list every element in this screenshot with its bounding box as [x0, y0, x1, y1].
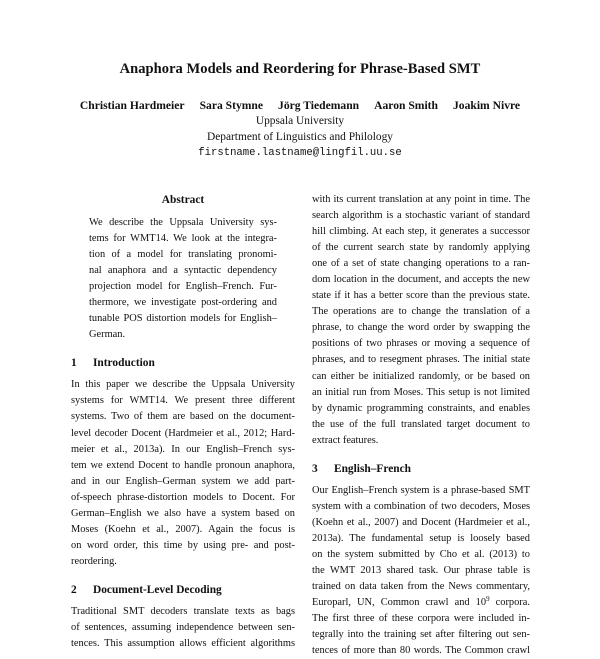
section-heading-english-french: [312, 461, 530, 477]
text-line: one of a set of state changing operations to a ran-: [312, 258, 530, 270]
text-line: German.: [89, 329, 126, 341]
text-line: extract features.: [312, 434, 379, 446]
text-line: on word order, this time by using pre- and post-: [71, 539, 295, 551]
text-line: (Koehn et al., 2007) and Docent (Hardmeier et al.,: [312, 516, 530, 528]
text-line: The operations are to change the translation of a: [312, 306, 530, 318]
text-line: phrase, to change the word order by swapping the: [312, 322, 530, 334]
text-line: can either be initialized randomly, or be based on: [312, 370, 530, 382]
text-line: positions of two phrases or moving a sequence of: [312, 338, 530, 350]
author-name: Aaron Smith: [374, 99, 438, 112]
section-heading-introduction: [71, 355, 295, 371]
text-line: and in our English–German system we add part-: [71, 475, 295, 487]
text-line: Moses (Koehn et al., 2007). Again the focus is: [71, 523, 295, 535]
text-line-with-superscript: [312, 595, 530, 611]
text-line: the use of the full translated target document to: [312, 418, 530, 430]
text-line: tem we extend Docent to handle pronoun anaphora,: [71, 459, 295, 471]
author-name: Jörg Tiedemann: [278, 99, 360, 112]
text-line: tegrally into the training set after filtering out sen-: [312, 629, 530, 641]
author-list: [0, 99, 600, 112]
text-line: trained on data taken from the News commentary,: [312, 581, 530, 593]
affiliation-university: Uppsala University: [255, 115, 345, 127]
document-level-decoding-continued: [312, 192, 530, 449]
text-line: reordering.: [71, 555, 117, 567]
text-line: 2013a). The fundamental setup is loosely based: [312, 532, 530, 544]
text-line: German–English we also have a system based on: [71, 507, 295, 519]
text-line: tunable POS distortion models for English–: [89, 313, 277, 325]
text-fragment: corpora.: [489, 597, 530, 609]
text-line: of the current search state by randomly applying: [312, 242, 530, 254]
text-fragment: Europarl, UN, Common crawl and 10: [312, 597, 487, 609]
english-french-body: [312, 483, 530, 659]
text-line: In this paper we describe the Uppsala University: [71, 379, 295, 391]
left-column: [71, 192, 295, 652]
text-line: by dynamic programming constraints, and enables: [312, 402, 530, 414]
text-line: thermore, we investigate post-ordering and: [89, 297, 277, 309]
author-name: Christian Hardmeier: [79, 99, 185, 112]
text-line: Traditional SMT decoders translate texts as bags: [71, 605, 295, 617]
section-title: English–French: [334, 462, 412, 475]
text-line: of-speech phrase-distortion models to Docent. For: [71, 491, 295, 503]
text-line: of sentences, assuming independence between sen-: [71, 621, 295, 633]
section-title: Introduction: [93, 357, 155, 370]
section-number: 3: [312, 462, 318, 475]
section-heading-document-level-decoding: [71, 582, 295, 598]
superscript-exponent: 9: [486, 595, 490, 604]
section-number: 1: [71, 357, 77, 370]
text-line: tences. This assumption allows efficient algorithms: [71, 638, 295, 650]
author-name: Joakim Nivre: [452, 99, 521, 112]
author-name: Sara Stymne: [199, 99, 264, 112]
text-line: dom location in the document, and accepts the new: [312, 274, 530, 286]
abstract-body: [89, 215, 277, 343]
text-line: tion of a model for translating pronomi-: [89, 249, 277, 261]
text-line: Our English–French system is a phrase-based SMT: [312, 484, 530, 496]
text-line: level decoder Docent (Hardmeier et al., 2012; Hard-: [71, 427, 295, 439]
introduction-body: [71, 377, 295, 570]
text-line: systems for WMT14. We present three different: [71, 395, 295, 407]
text-line: meier et al., 2013a). In our English–French sys-: [71, 443, 295, 455]
text-line: the WMT 2013 shared task. Our phrase table is: [312, 564, 530, 576]
text-line: with its current translation at any point in time. The: [312, 194, 530, 205]
text-line: tences of more than 80 words. The Common crawl: [312, 645, 530, 657]
text-line: an initial run from Moses. This setup is not limited: [312, 386, 530, 398]
author-email: firstname.lastname@lingfil.uu.se: [198, 147, 402, 159]
text-line: projection model for English–French. Fur-: [89, 281, 277, 293]
section-title: Document-Level Decoding: [93, 583, 222, 596]
text-line: nal anaphora and a syntactic dependency: [89, 265, 277, 277]
section-number: 2: [71, 583, 77, 596]
text-line: system with a combination of two decoders, Moses: [312, 500, 530, 512]
affiliation-department: Department of Linguistics and Philology: [206, 131, 394, 143]
text-line: phrases, and to resegment phrases. The initial state: [312, 354, 530, 366]
abstract-heading: Abstract: [161, 194, 205, 206]
text-line: search algorithm is a stochastic variant of standard: [312, 210, 530, 222]
text-line: state if it has a better score than the previous state.: [312, 290, 530, 302]
text-line: systems. Two of them are based on the document-: [71, 411, 295, 423]
text-line: hill climbing. At each step, it generates a successor: [312, 226, 530, 238]
text-line: on the system submitted by Cho et al. (2013) to: [312, 548, 530, 560]
document-level-decoding-body: [71, 604, 295, 652]
right-column: [312, 192, 530, 659]
text-line: tems for WMT14. We look at the integra-: [89, 233, 277, 245]
text-line: We describe the Uppsala University sys-: [89, 217, 277, 228]
paper-title: Anaphora Models and Reordering for Phrase-Based SMT: [119, 61, 481, 77]
text-line: The first three of these corpora were included in-: [312, 613, 530, 625]
